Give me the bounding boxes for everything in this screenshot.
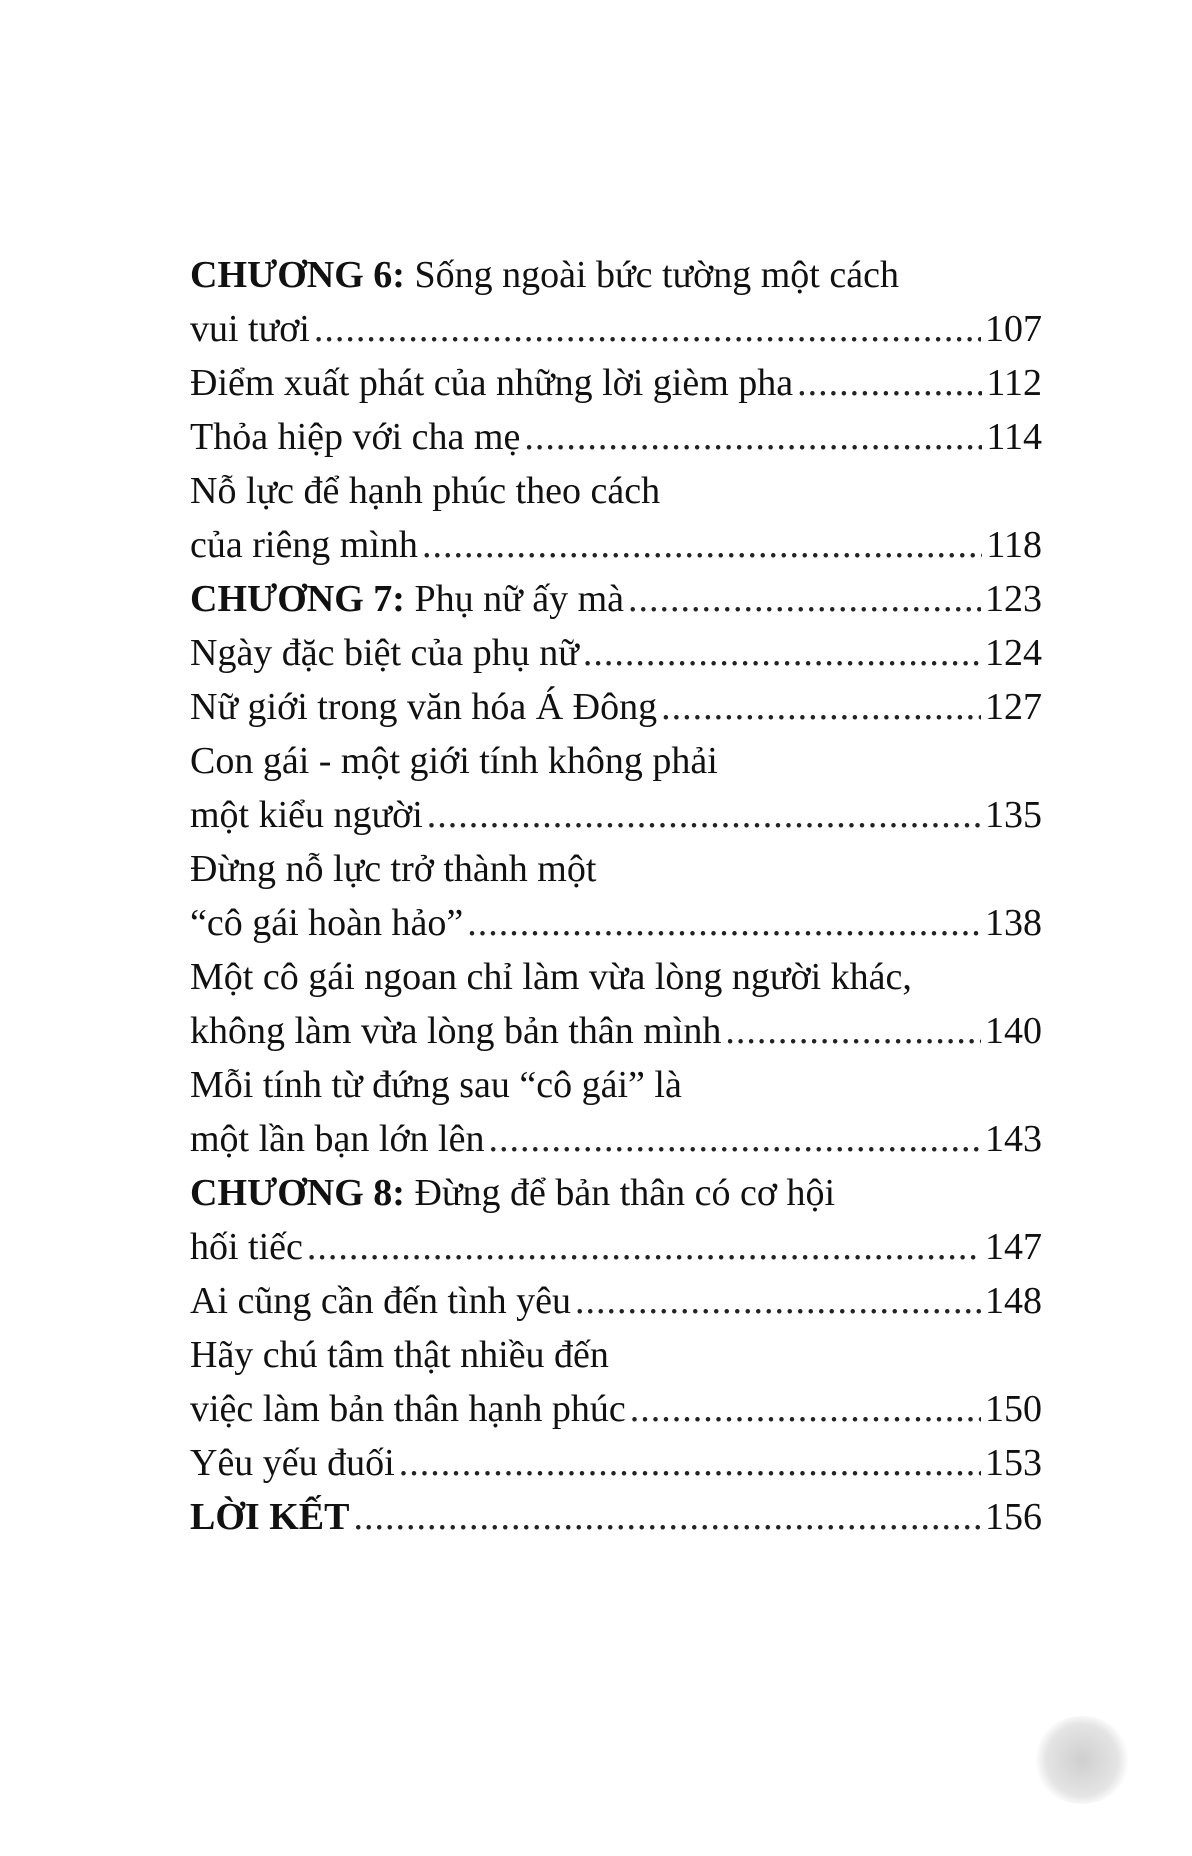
page-number: 148: [985, 1280, 1042, 1322]
page-number: 153: [985, 1442, 1042, 1484]
dot-leader: [575, 1274, 981, 1328]
paper-smudge: [1034, 1716, 1130, 1804]
page-number: 118: [986, 524, 1042, 566]
toc-entry: [190, 950, 1042, 1004]
toc-entry: [190, 896, 1042, 950]
entry-title: Điểm xuất phát của những lời gièm pha: [190, 362, 794, 404]
page-number: 127: [985, 686, 1042, 728]
dot-leader: [661, 680, 981, 734]
dot-leader: [399, 1436, 981, 1490]
toc-chapter-heading: [190, 572, 1042, 626]
dot-leader: [797, 356, 982, 410]
entry-title: Một cô gái ngoan chỉ làm vừa lòng người khác,: [190, 956, 912, 998]
entry-title: Con gái - một giới tính không phải: [190, 740, 718, 782]
entry-title: Đừng để bản thân có cơ hội: [414, 1172, 836, 1214]
chapter-label: CHƯƠNG 7:: [190, 578, 405, 620]
dot-leader: [630, 1382, 981, 1436]
page-number: 150: [985, 1388, 1042, 1430]
toc-entry-text: [190, 572, 624, 626]
dot-leader: [488, 1112, 981, 1166]
entry-title: Đừng nỗ lực trở thành một: [190, 848, 597, 890]
page-number: 140: [985, 1010, 1042, 1052]
dot-leader: [628, 572, 981, 626]
toc-entry: [190, 1274, 1042, 1328]
chapter-label: LỜI KẾT: [190, 1496, 350, 1538]
toc-entry: [190, 1112, 1042, 1166]
entry-title: Thỏa hiệp với cha mẹ: [190, 416, 521, 458]
toc-entry: [190, 302, 1042, 356]
entry-title: việc làm bản thân hạnh phúc: [190, 1388, 626, 1430]
page-number: 124: [985, 632, 1042, 674]
page-number: 138: [985, 902, 1042, 944]
entry-title: không làm vừa lòng bản thân mình: [190, 1010, 722, 1052]
entry-title: “cô gái hoàn hảo”: [190, 902, 464, 944]
toc-entry: [190, 842, 1042, 896]
page-number: 123: [985, 578, 1042, 620]
page-number: 107: [985, 308, 1042, 350]
dot-leader: [524, 410, 982, 464]
dot-leader: [467, 896, 981, 950]
toc-entry: [190, 1220, 1042, 1274]
dot-leader: [422, 518, 982, 572]
entry-title: một kiểu người: [190, 794, 423, 836]
page-number: 143: [985, 1118, 1042, 1160]
toc-entry: [190, 788, 1042, 842]
dot-leader: [314, 302, 981, 356]
entry-title: Mỗi tính từ đứng sau “cô gái” là: [190, 1064, 682, 1106]
entry-title: Hãy chú tâm thật nhiều đến: [190, 1334, 609, 1376]
toc-entry: [190, 1058, 1042, 1112]
toc-chapter-heading: [190, 248, 1042, 302]
entry-title: Ai cũng cần đến tình yêu: [190, 1280, 571, 1322]
toc-entry: [190, 680, 1042, 734]
dot-leader: [353, 1490, 981, 1544]
toc-entry: [190, 626, 1042, 680]
toc-entry: [190, 464, 1042, 518]
entry-title: Phụ nữ ấy mà: [414, 578, 624, 620]
toc-entry: [190, 410, 1042, 464]
chapter-label: CHƯƠNG 6:: [190, 254, 405, 296]
page-number: 135: [985, 794, 1042, 836]
dot-leader: [583, 626, 981, 680]
entry-title: Nỗ lực để hạnh phúc theo cách: [190, 470, 661, 512]
toc-entry: [190, 1004, 1042, 1058]
entry-title: Nữ giới trong văn hóa Á Đông: [190, 686, 658, 728]
entry-title: một lần bạn lớn lên: [190, 1118, 485, 1160]
toc-entry: [190, 518, 1042, 572]
toc-chapter-heading: [190, 1166, 1042, 1220]
toc-entry: [190, 356, 1042, 410]
dot-leader: [307, 1220, 981, 1274]
page-number: 112: [986, 362, 1042, 404]
entry-title: của riêng mình: [190, 524, 418, 566]
toc-entry-text: [190, 248, 899, 302]
entry-title: Sống ngoài bức tường một cách: [414, 254, 899, 296]
table-of-contents: [190, 248, 1042, 1544]
entry-title: Ngày đặc biệt của phụ nữ: [190, 632, 579, 674]
page-number: 147: [985, 1226, 1042, 1268]
toc-entry-text: [190, 1166, 835, 1220]
entry-title: Yêu yếu đuối: [190, 1442, 395, 1484]
page-number: 156: [985, 1496, 1042, 1538]
toc-entry: [190, 734, 1042, 788]
entry-title: vui tươi: [190, 308, 310, 350]
dot-leader: [725, 1004, 981, 1058]
toc-chapter-heading: [190, 1490, 1042, 1544]
dot-leader: [427, 788, 981, 842]
page-number: 114: [986, 416, 1042, 458]
toc-entry: [190, 1382, 1042, 1436]
toc-entry: [190, 1436, 1042, 1490]
toc-entry: [190, 1328, 1042, 1382]
entry-title: hối tiếc: [190, 1226, 303, 1268]
chapter-label: CHƯƠNG 8:: [190, 1172, 405, 1214]
